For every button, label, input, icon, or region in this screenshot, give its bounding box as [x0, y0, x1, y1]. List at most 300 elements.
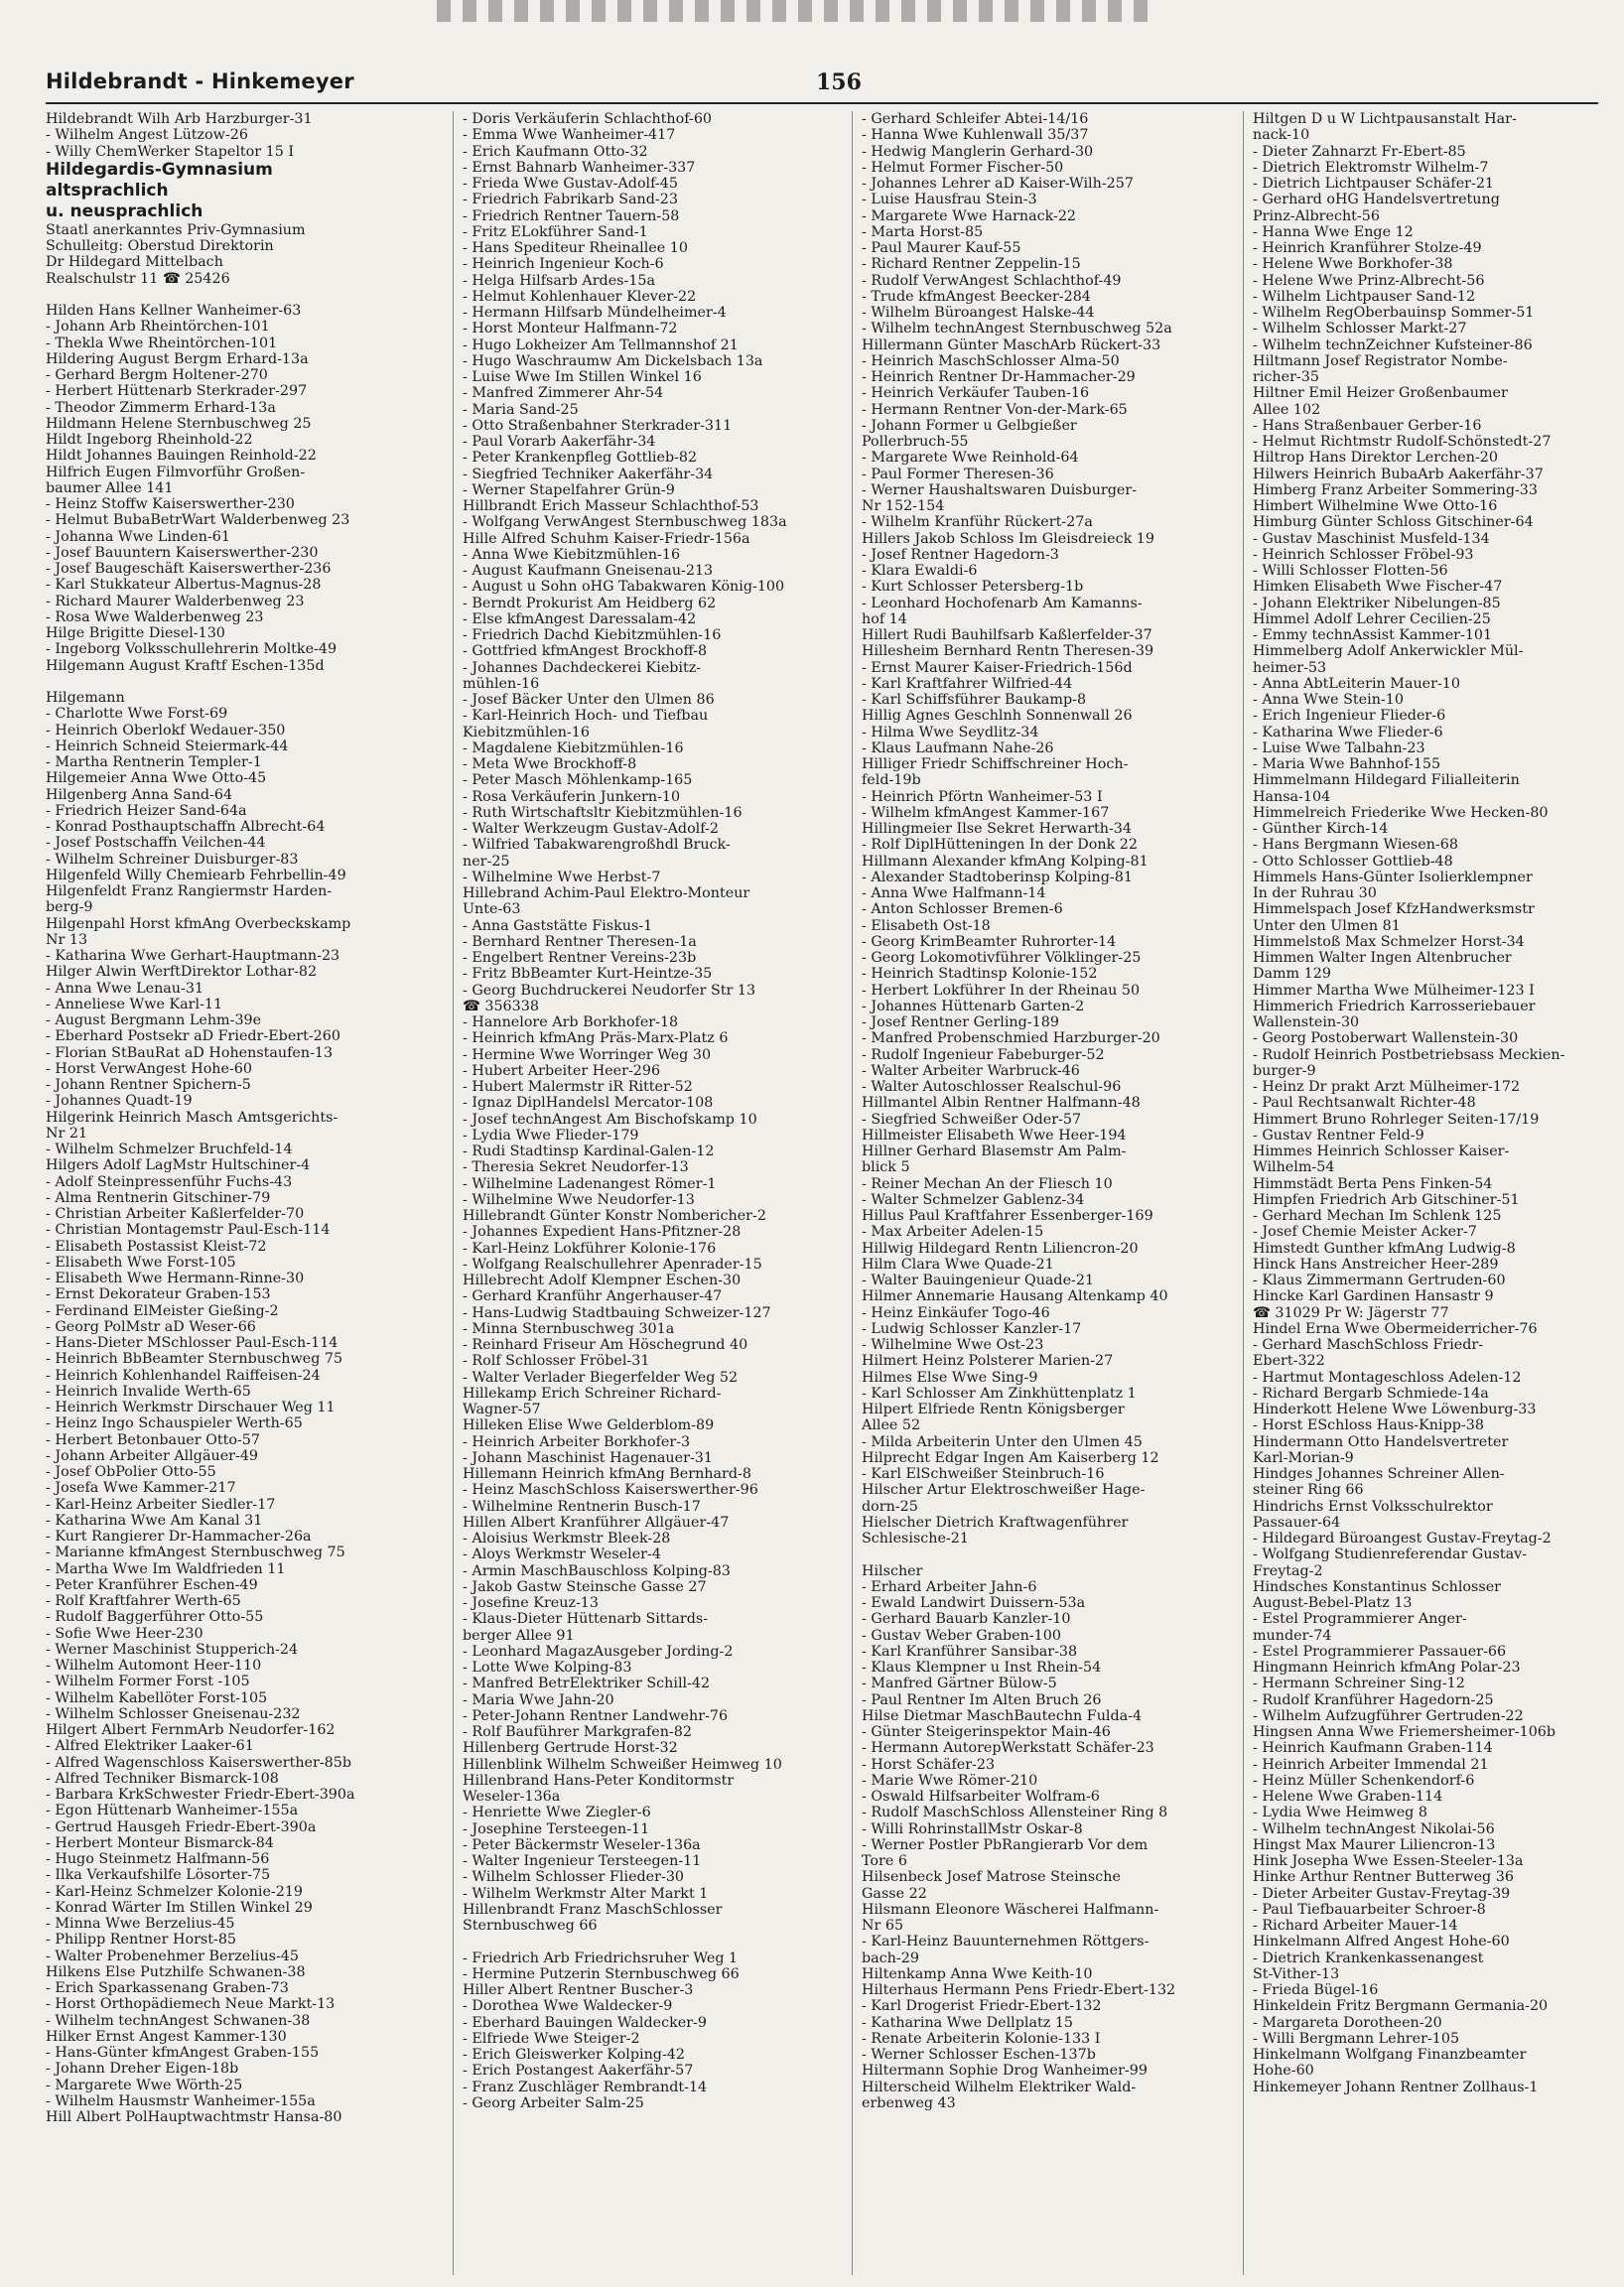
- directory-entry: - Kurt Schlosser Petersberg-1b: [862, 579, 1084, 596]
- directory-entry: Hillmeister Elisabeth Wwe Heer-194: [862, 1127, 1127, 1144]
- directory-entry: - Erich Postangest Aakerfähr-57: [463, 2063, 694, 2080]
- entry-gap: [46, 287, 443, 303]
- directory-entry: - Luise Wwe Im Stillen Winkel 16: [463, 369, 702, 385]
- directory-entry: Realschulstr 11 ☎ 25426: [46, 270, 230, 287]
- directory-entry: - Lotte Wwe Kolping-83: [463, 1660, 632, 1676]
- directory-entry: - Rudolf VerwAngest Schlachthof-49: [862, 272, 1122, 289]
- directory-entry: - Dieter Arbeiter Gustav-Freytag-39: [1253, 1885, 1511, 1902]
- heading-entry: u. neusprachlich: [46, 201, 203, 221]
- directory-entry: - Meta Wwe Brockhoff-8: [463, 756, 637, 772]
- directory-entry: - Karl-Heinz Schmelzer Kolonie-219: [46, 1883, 304, 1900]
- directory-entry: - Wilhelm Kabellöter Forst-105: [46, 1689, 268, 1706]
- directory-entry: - Horst VerwAngest Hohe-60: [46, 1060, 252, 1077]
- directory-entry: richer-35: [1253, 369, 1319, 385]
- directory-entry: - Walter Bauingenieur Quade-21: [862, 1273, 1095, 1288]
- entry-gap: [46, 674, 443, 690]
- directory-entry: Hinkeldein Fritz Bergmann Germania-20: [1253, 1998, 1549, 2015]
- directory-entry: - Josef Chemie Meister Acker-7: [1253, 1224, 1477, 1241]
- directory-entry: - Wilhelm Schreiner Duisburger-83: [46, 851, 299, 868]
- directory-entry: - Bernhard Rentner Theresen-1a: [463, 933, 697, 950]
- directory-entry: Hildt Ingeborg Rheinhold-22: [46, 432, 253, 448]
- directory-entry: Hindges Johannes Schreiner Allen-: [1253, 1466, 1505, 1482]
- directory-entry: Hiltermann Sophie Drog Wanheimer-99: [862, 2063, 1148, 2080]
- directory-entry: - Paul Rechtsanwalt Richter-48: [1253, 1095, 1476, 1112]
- directory-entry: - Hermann Hilfsarb Mündelheimer-4: [463, 305, 727, 321]
- directory-entry: Himmelmann Hildegard Filialleiterin: [1253, 772, 1520, 789]
- directory-entry: - Wilhelm Schmelzer Bruchfeld-14: [46, 1142, 293, 1157]
- directory-entry: Pollerbruch-55: [862, 434, 969, 450]
- directory-entry: - Heinrich Ingenieur Koch-6: [463, 256, 664, 273]
- directory-entry: - Marie Wwe Römer-210: [862, 1772, 1038, 1789]
- directory-entry: - Josef Bäcker Unter den Ulmen 86: [463, 692, 715, 708]
- directory-entry: - Gerhard Kranführ Angerhauser-47: [463, 1288, 723, 1305]
- directory-entry: - Martha Wwe Im Waldfrieden 11: [46, 1560, 286, 1577]
- directory-entry: - August Bergmann Lehm-39e: [46, 1012, 262, 1028]
- directory-entry: - Katharina Wwe Gerhart-Hauptmann-23: [46, 948, 340, 964]
- directory-entry: - Josephine Tersteegen-11: [463, 1820, 650, 1837]
- directory-entry: - Philipp Rentner Horst-85: [46, 1932, 237, 1949]
- directory-entry: - Willy ChemWerker Stapeltor 15 I: [46, 143, 295, 160]
- directory-entry: Himbert Wilhelmine Wwe Otto-16: [1253, 498, 1498, 514]
- directory-entry: - Gertrud Hausgeh Friedr-Ebert-390a: [46, 1818, 317, 1835]
- directory-entry: - Karl Kranführer Sansibar-38: [862, 1643, 1078, 1660]
- directory-entry: - Karl-Heinrich Hoch- und Tiefbau: [463, 708, 709, 725]
- directory-entry: - Ignaz DiplHandelsl Mercator-108: [463, 1095, 714, 1112]
- directory-entry: - Günther Kirch-14: [1253, 821, 1389, 837]
- directory-entry: Weseler-136a: [463, 1789, 561, 1805]
- directory-entry: - Doris Verkäuferin Schlachthof-60: [463, 111, 713, 127]
- directory-entry: - Konrad Posthauptschaffn Albrecht-64: [46, 819, 326, 835]
- directory-entry: - Wolfgang Studienreferendar Gustav-: [1253, 1547, 1528, 1563]
- directory-entry: - Wilfried Tabakwarengroßhdl Bruck-: [463, 837, 731, 854]
- directory-entry: - Friedrich Heizer Sand-64a: [46, 802, 247, 819]
- directory-entry: - Wilhelmine Wwe Ost-23: [862, 1337, 1044, 1353]
- directory-entry: - Else kfmAngest Daressalam-42: [463, 610, 697, 627]
- directory-entry: Hillbrandt Erich Masseur Schlachthof-53: [463, 498, 759, 514]
- directory-entry: Himmels Hans-Günter Isolierklempner: [1253, 869, 1533, 885]
- directory-entry: - Josef Rentner Gerling-189: [862, 1014, 1059, 1030]
- heading-entry: Hildegardis-Gymnasium: [46, 159, 273, 180]
- directory-entry: - Gustav Weber Graben-100: [862, 1627, 1061, 1644]
- directory-entry: - Heinrich Werkmstr Dirschauer Weg 11: [46, 1400, 336, 1415]
- heading-entry: altsprachlich: [46, 180, 169, 201]
- directory-entry: munder-74: [1253, 1627, 1332, 1644]
- directory-entry: Dr Hildegard Mittelbach: [46, 254, 223, 271]
- directory-entry: Hildmann Helene Sternbuschweg 25: [46, 415, 312, 432]
- directory-entry: - Walter Arbeiter Warbruck-46: [862, 1062, 1080, 1079]
- directory-entry: - Wilhelm Schlosser Gneisenau-232: [46, 1705, 301, 1722]
- directory-entry: - Reinhard Friseur Am Höschegrund 40: [463, 1337, 748, 1353]
- directory-entry: - Wilhelmine Wwe Herbst-7: [463, 869, 661, 885]
- directory-entry: - Karl Schiffsführer Baukamp-8: [862, 692, 1087, 708]
- directory-entry: - Helmut Richtmstr Rudolf-Schönstedt-27: [1253, 434, 1552, 450]
- directory-entry: - Helene Wwe Graben-114: [1253, 1789, 1443, 1805]
- directory-entry: Nr 152-154: [862, 498, 945, 514]
- directory-entry: - Rudolf Heinrich Postbetriebsass Meckien-: [1253, 1046, 1565, 1063]
- directory-entry: - Josef ObPolier Otto-55: [46, 1464, 216, 1480]
- directory-entry: - Helmut Former Fischer-50: [862, 159, 1064, 176]
- directory-entry: - Wilhelm Aufzugführer Gertruden-22: [1253, 1707, 1524, 1724]
- directory-entry: - Martha Rentnerin Templer-1: [46, 754, 262, 770]
- directory-entry: - Dietrich Lichtpauser Schäfer-21: [1253, 176, 1495, 192]
- directory-entry: - Heinz Dr prakt Arzt Mülheimer-172: [1253, 1079, 1521, 1095]
- directory-entry: Hillmantel Albin Rentner Halfmann-48: [862, 1095, 1141, 1112]
- entry-gap: [463, 1934, 850, 1950]
- directory-entry: Hincke Karl Gardinen Hansastr 9: [1253, 1288, 1494, 1305]
- directory-entry: Himmen Walter Ingen Altenbrucher: [1253, 950, 1512, 966]
- directory-entry: Hiltrop Hans Direktor Lerchen-20: [1253, 450, 1498, 467]
- bleed-through-strip: [437, 0, 1151, 22]
- directory-entry: Hilgemeier Anna Wwe Otto-45: [46, 770, 267, 787]
- page-number: 156: [816, 69, 862, 95]
- directory-entry: - Josefa Wwe Kammer-217: [46, 1480, 236, 1497]
- directory-entry: Hindsches Konstantinus Schlosser: [1253, 1578, 1501, 1595]
- directory-entry: - Josef Baugeschäft Kaiserswerther-236: [46, 561, 332, 577]
- directory-entry: - Eberhard Bauingen Waldecker-9: [463, 2014, 707, 2031]
- directory-entry: Damm 129: [1253, 966, 1331, 983]
- directory-entry: Himburg Günter Schloss Gitschiner-64: [1253, 514, 1534, 531]
- directory-entry: - Elfriede Wwe Steiger-2: [463, 2030, 640, 2047]
- directory-entry: - Hubert Malermstr iR Ritter-52: [463, 1079, 693, 1095]
- directory-entry: Hilge Brigitte Diesel-130: [46, 625, 225, 641]
- directory-entry: - Paul Former Theresen-36: [862, 466, 1054, 482]
- directory-entry: - August Kaufmann Gneisenau-213: [463, 563, 714, 579]
- directory-entry: - Richard Rentner Zeppelin-15: [862, 256, 1081, 273]
- directory-entry: - Alfred Elektriker Laaker-61: [46, 1738, 254, 1755]
- directory-entry: - Peter Kranführer Eschen-49: [46, 1576, 258, 1593]
- directory-entry: - Georg Arbeiter Salm-25: [463, 2094, 644, 2111]
- directory-entry: Hingmann Heinrich kfmAng Polar-23: [1253, 1660, 1521, 1676]
- directory-entry: - Heinrich Verkäufer Tauben-16: [862, 385, 1090, 402]
- directory-entry: Schlesische-21: [862, 1531, 969, 1547]
- directory-entry: - Heinrich BbBeamter Sternbuschweg 75: [46, 1351, 343, 1368]
- directory-entry: - Margarete Wwe Harnack-22: [862, 207, 1077, 224]
- directory-entry: - Günter Steigerinspektor Main-46: [862, 1724, 1111, 1740]
- directory-entry: Hilgenfeldt Franz Rangiermstr Harden-: [46, 883, 333, 899]
- directory-entry: - Elisabeth Wwe Hermann-Rinne-30: [46, 1271, 305, 1286]
- directory-entry: - Gerhard MaschSchloss Friedr-: [1253, 1337, 1484, 1353]
- directory-entry: Hinderkott Helene Wwe Löwenburg-33: [1253, 1402, 1537, 1417]
- directory-entry: Hinkelmann Alfred Angest Hohe-60: [1253, 1934, 1510, 1951]
- directory-entry: - Katharina Wwe Dellplatz 15: [862, 2014, 1074, 2031]
- directory-entry: - Herbert Lokführer In der Rheinau 50: [862, 982, 1141, 999]
- directory-entry: - Heinrich Kranführer Stolze-49: [1253, 240, 1482, 256]
- directory-entry: - Marta Horst-85: [862, 223, 984, 240]
- directory-entry: - Gerhard Bergm Holtener-270: [46, 367, 268, 383]
- directory-entry: - Siegfried Schweißer Oder-57: [862, 1111, 1082, 1128]
- directory-entry: Hinkelmann Wolfgang Finanzbeamter: [1253, 2047, 1527, 2063]
- directory-entry: Ebert-322: [1253, 1353, 1325, 1370]
- directory-entry: - Gottfried kfmAngest Brockhoff-8: [463, 643, 708, 660]
- directory-entry: - Anton Schlosser Bremen-6: [862, 901, 1063, 918]
- directory-entry: - Wilhelm kfmAngest Kammer-167: [862, 804, 1110, 821]
- directory-entry: Hilscher Artur Elektroschweißer Hage-: [862, 1482, 1146, 1499]
- directory-entry: Hilscher: [862, 1562, 923, 1579]
- directory-entry: Hillermann Günter MaschArb Rückert-33: [862, 336, 1161, 353]
- directory-entry: - Peter Krankenpfleg Gottlieb-82: [463, 450, 698, 467]
- directory-entry: - Renate Arbeiterin Kolonie-133 I: [862, 2030, 1101, 2047]
- directory-entry: - Aloisius Werkmstr Bleek-28: [463, 1531, 671, 1547]
- directory-entry: - Margarete Wwe Wörth-25: [46, 2077, 243, 2093]
- directory-entry: Hilgenberg Anna Sand-64: [46, 786, 233, 803]
- directory-entry: Hillenbrandt Franz MaschSchlosser: [463, 1901, 723, 1918]
- directory-entry: - Wilhelm Former Forst -105: [46, 1674, 250, 1690]
- directory-entry: - Max Arbeiter Adelen-15: [862, 1224, 1044, 1241]
- directory-entry: Hillwig Hildegard Rentn Liliencron-20: [862, 1240, 1139, 1257]
- directory-entry: erbenweg 43: [862, 2094, 956, 2111]
- directory-entry: - Jakob Gastw Steinsche Gasse 27: [463, 1578, 707, 1595]
- directory-entry: Himmel Adolf Lehrer Cecilien-25: [1253, 610, 1491, 627]
- directory-entry: Himmelstoß Max Schmelzer Horst-34: [1253, 933, 1525, 950]
- directory-entry: - Johanna Wwe Linden-61: [46, 528, 230, 545]
- directory-entry: Prinz-Albrecht-56: [1253, 207, 1380, 224]
- directory-entry: - Georg Lokomotivführer Völklinger-25: [862, 950, 1142, 966]
- directory-entry: - Wilhelm Werkmstr Alter Markt 1: [463, 1885, 709, 1902]
- directory-entry: Hiltmann Josef Registrator Nombe-: [1253, 352, 1508, 369]
- directory-entry: Hilgers Adolf LagMstr Hultschiner-4: [46, 1157, 311, 1174]
- directory-entry: - Oswald Hilfsarbeiter Wolfram-6: [862, 1789, 1100, 1805]
- directory-entry: Freytag-2: [1253, 1562, 1323, 1579]
- directory-entry: - Willi RohrinstallMstr Oskar-8: [862, 1820, 1083, 1837]
- directory-entry: - Johannes Lehrer aD Kaiser-Wilh-257: [862, 176, 1134, 192]
- directory-entry: Hilmer Annemarie Hausang Altenkamp 40: [862, 1288, 1168, 1305]
- directory-entry: Hingsen Anna Wwe Friemersheimer-106b: [1253, 1724, 1556, 1740]
- directory-entry: - Manfred Zimmerer Ahr-54: [463, 385, 664, 402]
- directory-entry: Hinck Hans Anstreicher Heer-289: [1253, 1256, 1499, 1273]
- directory-entry: - Hermann Rentner Von-der-Mark-65: [862, 401, 1128, 418]
- directory-entry: - Sofie Wwe Heer-230: [46, 1625, 203, 1642]
- directory-entry: - Walter Autoschlosser Realschul-96: [862, 1079, 1122, 1095]
- directory-entry: - Heinrich Pförtn Wanheimer-53 I: [862, 788, 1103, 805]
- directory-entry: - Rosa Verkäuferin Junkern-10: [463, 788, 681, 805]
- directory-entry: - Hildegard Büroangest Gustav-Freytag-2: [1253, 1531, 1552, 1547]
- directory-entry: Hillig Agnes Geschlnh Sonnenwall 26: [862, 708, 1133, 725]
- directory-entry: Hillert Rudi Bauhilfsarb Kaßlerfelder-37: [862, 627, 1152, 643]
- directory-entry: Hink Josepha Wwe Essen-Steeler-13a: [1253, 1853, 1524, 1869]
- directory-entry: - Hanna Wwe Enge 12: [1253, 223, 1414, 240]
- directory-entry: - Heinrich MaschSchlosser Alma-50: [862, 352, 1120, 369]
- directory-entry: - Frieda Wwe Gustav-Adolf-45: [463, 176, 678, 192]
- directory-entry: Hilmert Heinz Polsterer Marien-27: [862, 1353, 1114, 1370]
- directory-entry: - Gustav Rentner Feld-9: [1253, 1127, 1424, 1144]
- column-2: [463, 111, 850, 2275]
- directory-entry: - Wilhelm Angest Lützow-26: [46, 127, 248, 144]
- directory-entry: Hillebrandt Günter Konstr Nombericher-2: [463, 1208, 766, 1224]
- directory-entry: - Otto Straßenbahner Sterkrader-311: [463, 417, 733, 434]
- directory-entry: - Hans Straßenbauer Gerber-16: [1253, 417, 1482, 434]
- directory-entry: - Thekla Wwe Rheintörchen-101: [46, 335, 278, 351]
- directory-entry: - Helene Wwe Prinz-Albrecht-56: [1253, 272, 1485, 289]
- directory-entry: Hilden Hans Kellner Wanheimer-63: [46, 303, 302, 319]
- directory-entry: - Konrad Wärter Im Stillen Winkel 29: [46, 1899, 313, 1916]
- directory-entry: - Hugo Waschraumw Am Dickelsbach 13a: [463, 352, 763, 369]
- directory-entry: - Heinrich Invalide Werth-65: [46, 1383, 251, 1400]
- directory-entry: - Richard Arbeiter Mauer-14: [1253, 1918, 1458, 1934]
- directory-entry: - Alfred Wagenschloss Kaiserswerther-85b: [46, 1754, 352, 1771]
- directory-entry: burger-9: [1253, 1062, 1316, 1079]
- directory-entry: Hillebrecht Adolf Klempner Eschen-30: [463, 1273, 742, 1288]
- directory-entry: - Christian Montagemstr Paul-Esch-114: [46, 1222, 331, 1239]
- directory-entry: Hilterhaus Hermann Pens Friedr-Ebert-132: [862, 1982, 1176, 1998]
- directory-entry: Hillemann Heinrich kfmAng Bernhard-8: [463, 1466, 751, 1482]
- directory-entry: mühlen-16: [463, 675, 540, 692]
- directory-entry: hof 14: [862, 610, 907, 627]
- directory-entry: - Ingeborg Volksschullehrerin Moltke-49: [46, 641, 338, 658]
- directory-entry: - Eberhard Postsekr aD Friedr-Ebert-260: [46, 1028, 340, 1045]
- directory-entry: - Heinz Stoffw Kaiserswerther-230: [46, 496, 295, 512]
- directory-entry: - Richard Maurer Walderbenweg 23: [46, 593, 305, 609]
- directory-entry: - Frieda Bügel-16: [1253, 1982, 1379, 1998]
- directory-entry: - Wilhelm technAngest Sternbuschweg 52a: [862, 321, 1172, 337]
- directory-entry: - Minna Sternbuschweg 301a: [463, 1320, 675, 1337]
- directory-entry: - Klara Ewaldi-6: [862, 563, 978, 579]
- directory-entry: - Minna Wwe Berzelius-45: [46, 1916, 235, 1932]
- directory-entry: - Ferdinand ElMeister Gießing-2: [46, 1302, 279, 1319]
- directory-entry: Hildebrandt Wilh Arb Harzburger-31: [46, 111, 313, 127]
- directory-entry: - Luise Hausfrau Stein-3: [862, 192, 1037, 208]
- directory-entry: Nr 65: [862, 1918, 904, 1934]
- directory-entry: - Manfred BetrElektriker Schill-42: [463, 1676, 711, 1692]
- directory-entry: In der Ruhrau 30: [1253, 885, 1377, 901]
- directory-entry: - Otto Schlosser Gottlieb-48: [1253, 853, 1453, 870]
- directory-entry: - Dietrich Krankenkassenangest: [1253, 1950, 1484, 1966]
- directory-entry: - Paul Maurer Kauf-55: [862, 240, 1021, 256]
- directory-entry: - Wilhelmine Rentnerin Busch-17: [463, 1498, 701, 1515]
- directory-entry: Himmerich Friedrich Karrosseriebauer: [1253, 998, 1536, 1014]
- directory-entry: - Heinrich Stadtinsp Kolonie-152: [862, 966, 1098, 983]
- directory-entry: - Hans-Günter kfmAngest Graben-155: [46, 2045, 320, 2061]
- directory-entry: - Werner Haushaltswaren Duisburger-: [862, 481, 1138, 498]
- directory-entry: - Alma Rentnerin Gitschiner-79: [46, 1189, 271, 1206]
- directory-entry: Himberg Franz Arbeiter Sommering-33: [1253, 481, 1538, 498]
- directory-entry: - Gustav Maschinist Musfeld-134: [1253, 530, 1490, 547]
- directory-entry: - Maria Sand-25: [463, 401, 579, 418]
- directory-entry: steiner Ring 66: [1253, 1482, 1364, 1499]
- directory-entry: blick 5: [862, 1159, 910, 1176]
- directory-entry: - Elisabeth Postassist Kleist-72: [46, 1238, 267, 1255]
- directory-entry: - Heinrich Oberlokf Wedauer-350: [46, 722, 286, 739]
- directory-entry: - Erich Gleiswerker Kolping-42: [463, 2047, 685, 2063]
- directory-entry: bach-29: [862, 1950, 919, 1966]
- directory-entry: - Friedrich Dachd Kiebitzmühlen-16: [463, 627, 722, 643]
- directory-entry: Hiltenkamp Anna Wwe Keith-10: [862, 1965, 1093, 1982]
- directory-entry: - Wilhelm Lichtpauser Sand-12: [1253, 288, 1476, 305]
- directory-entry: nack-10: [1253, 127, 1310, 144]
- directory-entry: - Manfred Gärtner Bülow-5: [862, 1676, 1057, 1692]
- directory-entry: - Heinrich Arbeiter Immendal 21: [1253, 1756, 1489, 1773]
- directory-entry: - August u Sohn oHG Tabakwaren König-100: [463, 579, 785, 596]
- directory-entry: Hilprecht Edgar Ingen Am Kaiserberg 12: [862, 1449, 1159, 1466]
- column-4: [1253, 111, 1624, 2275]
- directory-entry: ☎ 31029 Pr W: Jägerstr 77: [1253, 1304, 1449, 1321]
- directory-entry: - Reiner Mechan An der Fliesch 10: [862, 1175, 1113, 1192]
- directory-entry: - Heinrich Kohlenhandel Raiffeisen-24: [46, 1367, 321, 1384]
- directory-entry: - Wilhelm technZeichner Kufsteiner-86: [1253, 336, 1533, 353]
- directory-entry: - Gerhard Mechan Im Schlenk 125: [1253, 1208, 1502, 1224]
- directory-entry: - Paul Vorarb Aakerfähr-34: [463, 434, 656, 450]
- directory-entry: Hindrichs Ernst Volksschulrektor: [1253, 1498, 1493, 1515]
- directory-entry: - Karl Stukkateur Albertus-Magnus-28: [46, 577, 322, 594]
- directory-entry: - Heinz Ingo Schauspieler Werth-65: [46, 1415, 303, 1432]
- directory-entry: Hiltner Emil Heizer Großenbaumer: [1253, 385, 1508, 402]
- directory-entry: Hilmes Else Wwe Sing-9: [862, 1369, 1038, 1386]
- directory-entry: - Charlotte Wwe Forst-69: [46, 706, 228, 723]
- directory-entry: - Josef technAngest Am Bischofskamp 10: [463, 1111, 757, 1128]
- directory-entry: - Barbara KrkSchwester Friedr-Ebert-390a: [46, 1787, 355, 1803]
- directory-entry: Himmstädt Berta Pens Finken-54: [1253, 1175, 1493, 1192]
- directory-entry: Hilterscheid Wilhelm Elektriker Wald-: [862, 2079, 1137, 2095]
- directory-entry: - Heinz MaschSchloss Kaiserswerther-96: [463, 1482, 758, 1499]
- directory-entry: - Helga Hilfsarb Ardes-15a: [463, 272, 656, 289]
- directory-entry: - Engelbert Rentner Vereins-23b: [463, 950, 697, 966]
- directory-entry: Hillingmeier Ilse Sekret Herwarth-34: [862, 821, 1132, 837]
- directory-entry: heimer-53: [1253, 659, 1327, 676]
- directory-entry: - Peter Masch Möhlenkamp-165: [463, 772, 693, 789]
- directory-entry: - Leonhard Hochofenarb Am Kamanns-: [862, 595, 1143, 611]
- directory-entry: - Theodor Zimmerm Erhard-13a: [46, 399, 276, 416]
- directory-entry: - Rolf Kraftfahrer Werth-65: [46, 1593, 241, 1609]
- directory-entry: Hillesheim Bernhard Rentn Theresen-39: [862, 643, 1154, 660]
- directory-entry: - Kurt Rangierer Dr-Hammacher-26a: [46, 1529, 312, 1545]
- directory-entry: Hilsenbeck Josef Matrose Steinsche: [862, 1869, 1121, 1886]
- directory-entry: - Paul Tiefbauarbeiter Schroer-8: [1253, 1901, 1486, 1918]
- directory-entry: - Milda Arbeiterin Unter den Ulmen 45: [862, 1433, 1143, 1450]
- directory-entry: - Anna Wwe Halfmann-14: [862, 885, 1046, 901]
- directory-entry: - Rolf Bauführer Markgrafen-82: [463, 1724, 692, 1740]
- header-rule: [46, 102, 1598, 104]
- directory-entry: - Wilhelm Kranführ Rückert-27a: [862, 514, 1093, 531]
- directory-entry: berg-9: [46, 899, 93, 916]
- directory-entry: - Rudolf Ingenieur Fabeburger-52: [862, 1046, 1105, 1063]
- directory-entry: - Wolfgang Realschullehrer Apenrader-15: [463, 1256, 762, 1273]
- directory-entry: Nr 21: [46, 1125, 88, 1142]
- directory-entry: - Heinrich Schlosser Fröbel-93: [1253, 546, 1474, 563]
- directory-entry: - Karl Drogerist Friedr-Ebert-132: [862, 1998, 1102, 2015]
- directory-entry: - Walter Schmelzer Gablenz-34: [862, 1191, 1085, 1208]
- directory-entry: Himmer Martha Wwe Mülheimer-123 I: [1253, 982, 1535, 999]
- directory-entry: - Wilhelm Schlosser Flieder-30: [463, 1869, 685, 1886]
- directory-entry: Hillers Jakob Schloss Im Gleisdreieck 19: [862, 530, 1154, 547]
- directory-entry: Hansa-104: [1253, 788, 1331, 805]
- directory-entry: - Theresia Sekret Neudorfer-13: [463, 1159, 689, 1176]
- directory-entry: Hilgemann: [46, 690, 125, 706]
- directory-entry: Staatl anerkanntes Priv-Gymnasium: [46, 221, 306, 238]
- directory-entry: Hindel Erna Wwe Obermeiderricher-76: [1253, 1320, 1538, 1337]
- directory-entry: - Margarete Wwe Reinhold-64: [862, 450, 1079, 467]
- directory-entry: - Hermann Schreiner Sing-12: [1253, 1676, 1465, 1692]
- directory-entry: - Heinrich kfmAng Präs-Marx-Platz 6: [463, 1030, 729, 1047]
- directory-entry: - Johann Elektriker Nibelungen-85: [1253, 595, 1501, 611]
- directory-entry: Hildt Johannes Bauingen Reinhold-22: [46, 448, 317, 465]
- directory-entry: - Fritz BbBeamter Kurt-Heintze-35: [463, 966, 713, 983]
- directory-entry: - Georg Buchdruckerei Neudorfer Str 13: [463, 982, 756, 999]
- directory-entry: - Peter-Johann Rentner Landwehr-76: [463, 1707, 729, 1724]
- directory-entry: - Wilhelm technAngest Schwanen-38: [46, 2012, 311, 2029]
- directory-entry: Hiller Albert Rentner Buscher-3: [463, 1982, 694, 1998]
- directory-entry: - Johannes Expedient Hans-Pfitzner-28: [463, 1224, 742, 1241]
- directory-entry: Nr 13: [46, 931, 88, 948]
- directory-entry: Hilgert Albert FernmArb Neudorfer-162: [46, 1722, 336, 1738]
- directory-entry: - Ludwig Schlosser Kanzler-17: [862, 1320, 1082, 1337]
- directory-entry: - Herbert Hüttenarb Sterkrader-297: [46, 383, 308, 400]
- directory-entry: - Gerhard Bauarb Kanzler-10: [862, 1611, 1071, 1628]
- directory-entry: - Werner Maschinist Stupperich-24: [46, 1641, 299, 1658]
- directory-entry: - Wilhelmine Wwe Neudorfer-13: [463, 1191, 695, 1208]
- directory-entry: - Christian Arbeiter Kaßlerfelder-70: [46, 1206, 305, 1222]
- directory-entry: Himken Elisabeth Wwe Fischer-47: [1253, 579, 1503, 596]
- directory-entry: - Josef Bauuntern Kaiserswerther-230: [46, 544, 319, 561]
- directory-entry: Unte-63: [463, 901, 521, 918]
